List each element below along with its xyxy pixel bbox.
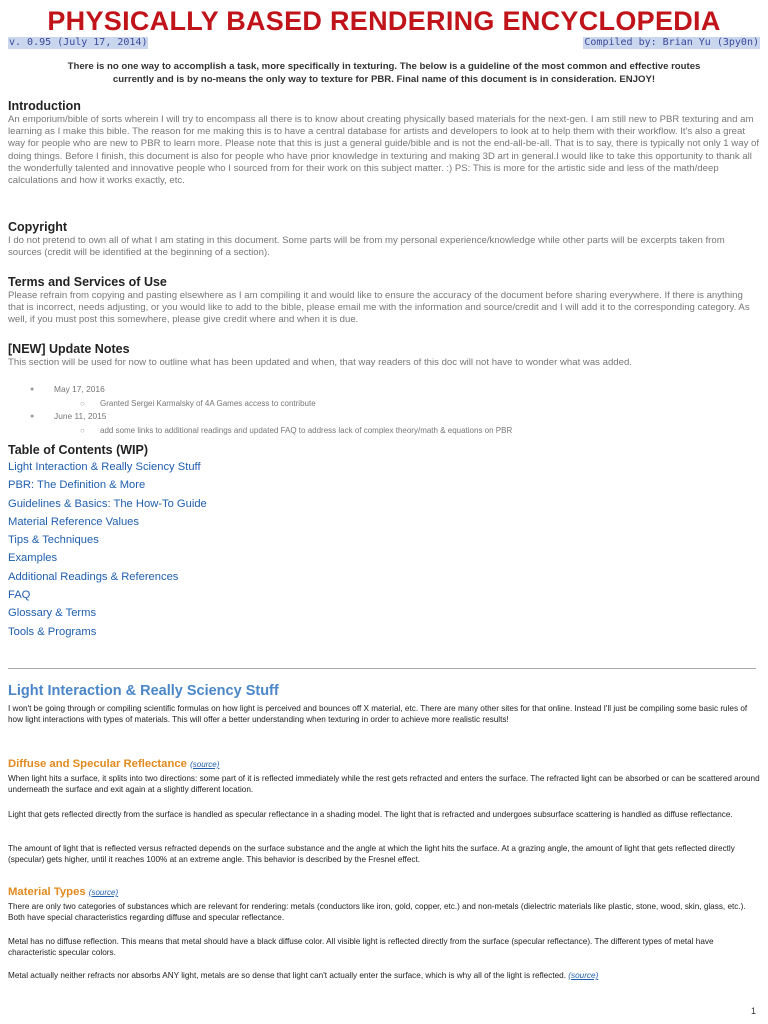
update-note: ○ Granted Sergei Karmalsky of 4A Games access to contribute [30, 398, 512, 409]
toc-link-material-values[interactable]: Material Reference Values [8, 515, 139, 528]
material-types-heading [8, 886, 118, 898]
copyright-text: I do not pretend to own all of what I am stating in this document. Some parts will be from my personal experience/knowledge while other parts will be excerpts taken from sources (credit will be identified at the beginning of a section). [8, 235, 725, 259]
intro-bold-text [0, 60, 768, 86]
toc-link-pbr-definition[interactable]: PBR: The Definition & More [8, 479, 146, 492]
document-title: PHYSICALLY BASED RENDERING ENCYCLOPEDIA [47, 6, 721, 36]
light-section-intro: I won't be going through or compiling scientific formulas on how light is perceived and bounces off X material, etc. There are many other sites for that online. Instead I'll just be compiling some basic rules of how light interactions with types of materials. This will offer a better understanding when texturing in order to achieve more realistic results! [8, 704, 748, 725]
material-types-paragraph: Metal has no diffuse reflection. This means that metal should have a black diffuse color. All visible light is reflected directly from the surface (specular reflectance). The different types of metal have characteristic specular colors. [8, 937, 714, 958]
introduction-text: An emporium/bible of sorts wherein I will try to encompass all there is to know about creating physically based materials for the next-gen. I am still new to PBR texturing and am learning as I make this bible. The reason for me making this is to have a central database for artists and developers to look at to help them with their workflow. It's also a great way for people who are new to PBR to learn more. Please note that this is just a general guide/bible and is not the end-all-be-all. That is to say, there is typically not only 1 way of doing things. Before I finish, this document is also for people who have prior knowledge in texturing and making 3D art in general.I would like to take this opportunity to thank all the wonderfully talented and innovative people who I sourced from for their work on this subject matter. :) PS: This is more for the artistic side and less of the math/deep calculations and how it works exactly, etc. [8, 114, 760, 187]
toc-link-additional-readings[interactable]: Additional Readings & References [8, 570, 179, 583]
diffuse-heading [8, 758, 219, 770]
diffuse-paragraph: The amount of light that is reflected versus refracted depends on the surface substance and the angle at which the light hits the surface. At a grazing angle, the amount of light that gets reflected directly (specular) gets higher, until it reaches 100% at an extreme angle. This behavior is described by the Fresnel effect. [8, 844, 735, 865]
update-date: ● June 11, 2015 [30, 411, 512, 422]
diffuse-paragraph: When light hits a surface, it splits into two directions: some part of it is reflected immediately while the rest gets refracted and enters the surface. The refracted light can be absorbed or can be scattered around underneath the surface and exit again at a slightly different location. [8, 774, 760, 795]
version-label: v. 0.95 (July 17, 2014) [9, 37, 148, 48]
toc-link-examples[interactable]: Examples [8, 552, 58, 565]
material-types-source-link[interactable]: (source) [88, 888, 119, 897]
update-notes-list [30, 382, 512, 436]
toc-link-tips[interactable]: Tips & Techniques [8, 534, 99, 547]
copyright-heading: Copyright [8, 220, 68, 234]
toc-link-tools[interactable]: Tools & Programs [8, 625, 97, 638]
toc-link-glossary[interactable]: Glossary & Terms [8, 607, 97, 620]
intro-bold-line: currently and is by no-means the only way to texture for PBR. Final name of this document is in consideration. ENJOY! [112, 74, 656, 85]
material-types-inline-source-link[interactable]: (source) [568, 971, 599, 980]
toc-link-light-interaction[interactable]: Light Interaction & Really Sciency Stuff [8, 461, 201, 473]
material-types-heading-text: Material Types [8, 886, 86, 898]
diffuse-source-link[interactable]: (source) [190, 760, 220, 769]
terms-text: Please refrain from copying and pasting elsewhere as I am compiling it and would like to ensure the accuracy of the document before sharing everywhere. If there is anything that is incorrect, needs adjusting, or you would like to add to the bible, please email me with the information and source/credit and I will add it to the corresponding category. As well, if you must post this somewhere, please give credit where and when it is due. [8, 290, 750, 326]
material-types-paragraph: There are only two categories of substances which are relevant for rendering: metals (conductors like iron, gold, copper, etc.) and non-metals (dielectric materials like plastic, stone, wood, skin, glass, etc.). Both have special characteristics regarding diffuse and specular reflectance. [8, 902, 746, 923]
update-date: ● May 17, 2016 [30, 384, 512, 395]
compiled-by-label: Compiled by: Brian Yu (3py0n) [584, 37, 759, 48]
table-of-contents [8, 458, 207, 641]
toc-link-faq[interactable]: FAQ [8, 589, 31, 602]
material-types-paragraph-text: Metal actually neither refracts nor absorbs ANY light, metals are so dense that light can't actually enter the surface, which is why all of the light is reflected. [8, 971, 566, 980]
update-note: ○ add some links to additional readings and updated FAQ to address lack of complex theory/math & equations on PBR [30, 425, 512, 436]
introduction-heading: Introduction [8, 99, 81, 113]
material-types-paragraph-last [8, 970, 760, 981]
toc-link-guidelines[interactable]: Guidelines & Basics: The How-To Guide [8, 497, 207, 510]
toc-heading: Table of Contents (WIP) [8, 443, 149, 457]
diffuse-paragraph: Light that gets reflected directly from the surface is handled as specular reflectance in a shading model. The light that is refracted and undergoes subsurface scattering is handled as diffuse reflectance. [8, 810, 733, 819]
diffuse-heading-text: Diffuse and Specular Reflectance [8, 758, 187, 770]
light-section-heading: Light Interaction & Really Sciency Stuff [8, 683, 279, 699]
intro-bold-line: There is no one way to accomplish a task, more specifically in texturing. The below is a guideline of the most common and effective routes [67, 61, 701, 72]
section-divider [8, 668, 756, 669]
page-number: 1 [750, 1006, 756, 1016]
update-notes-text: This section will be used for now to outline what has been updated and when, that way readers of this doc will not have to wonder what was added. [8, 357, 632, 368]
update-notes-heading: [NEW] Update Notes [8, 342, 130, 356]
terms-heading: Terms and Services of Use [8, 275, 167, 289]
